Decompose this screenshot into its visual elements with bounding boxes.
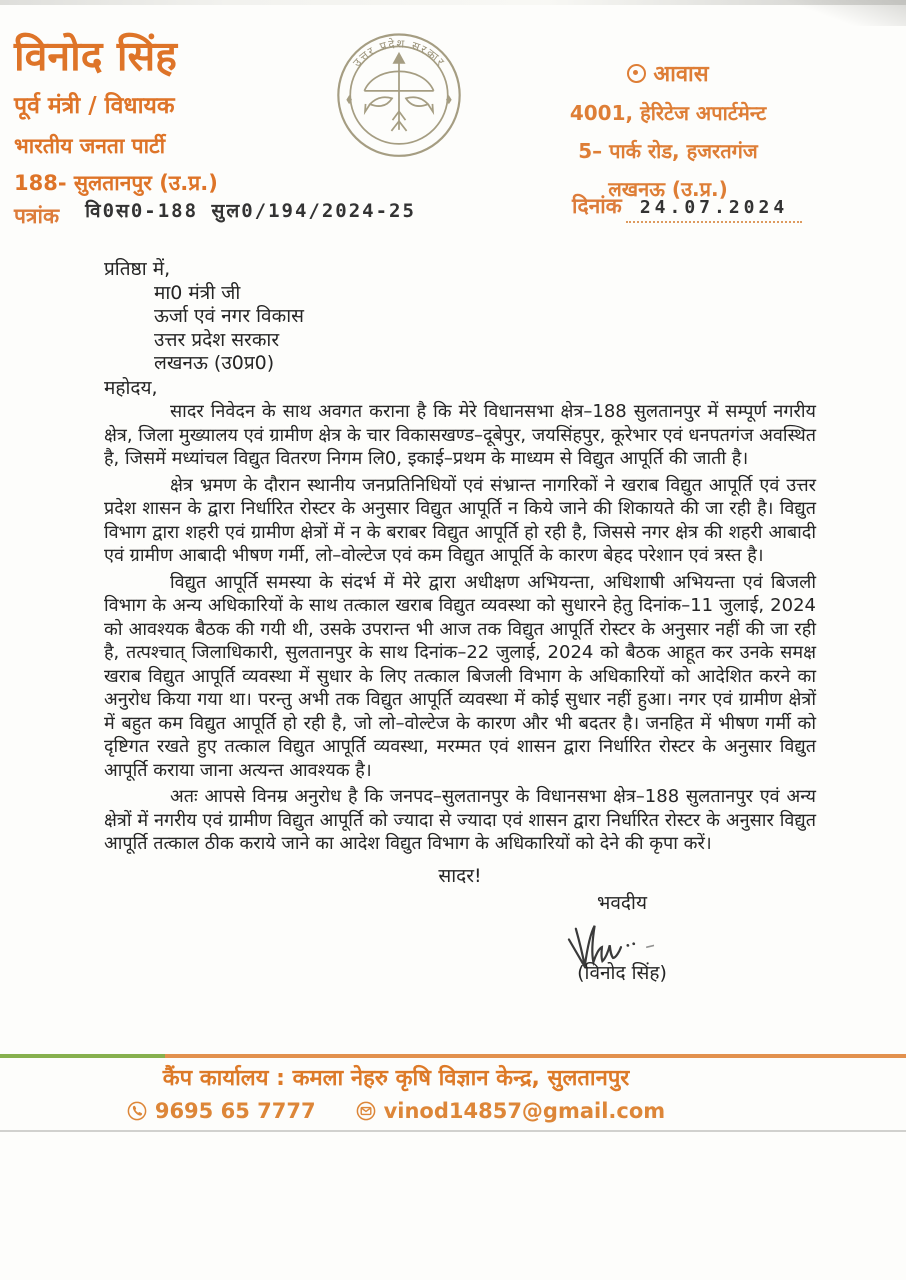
salutation: महोदय, [104,376,158,399]
reference-number: वि0स0-188 सुल0/194/2024-25 [85,200,416,222]
email-contact [356,1099,666,1123]
residence-address-line: 5– पार्क रोड, हजरतगंज [578,139,758,163]
letter-body [104,258,816,985]
footer-divider-rule [0,1054,906,1058]
phone-contact [127,1099,316,1123]
sender-constituency: 188- सुलतानपुर (उ.प्र.) [14,171,218,196]
residence-address-line: 4001, हेरिटेज अपार्टमेन्ट [569,101,767,125]
letterhead-right [553,58,783,202]
residence-address-line: लखनऊ (उ.प्र.) [608,177,728,201]
letterhead-left [14,34,218,197]
closing-block [512,892,732,985]
body-paragraph-2: क्षेत्र भ्रमण के दौरान स्थानीय जनप्रतिनिधियों एवं संभ्रान्त नागरिकों ने खराब विद्युत आपूर्ति एवं उत्तर प्रदेश शासन के द्वारा निर्धारित रोस्टर के अनुसार विद्युत आपूर्ति न किये जाने की शिकायते की जा रही है। विद्युत विभाग द्वारा शहरी एवं ग्रामीण क्षेत्रों में न के बराबर विद्युत आपूर्ति हो रही है, जिससे नगर क्षेत्र की शहरी आबादी एवं ग्रामीण आबादी भीषण गर्मी, लो–वोल्टेज एवं कम विद्युत आपूर्ति के कारण बेहद परेशान एवं त्रस्त है। [104,474,816,566]
reference-row [14,196,416,228]
emblem-text: उत्तर प्रदेश सरकार [349,36,449,70]
scan-bottom-rule [0,1130,906,1132]
signatory-name: (विनोद सिंह) [577,961,667,984]
footer [0,1062,792,1123]
recipient-heading: प्रतिष्ठा में, [104,258,171,280]
recipient-line: उत्तर प्रदेश सरकार [154,328,280,351]
sender-designation: पूर्व मंत्री / विधायक [14,93,175,120]
residence-label-row [553,58,783,88]
complimentary-close: भवदीय [597,892,647,914]
residence-label: आवास [653,62,709,87]
email-icon [356,1101,376,1121]
location-pin-icon [627,64,646,83]
regards-line: सादर! [438,864,482,887]
email-address: vinod14857@gmail.com [383,1099,666,1123]
phone-icon [127,1101,147,1121]
sender-party: भारतीय जनता पार्टी [14,134,166,159]
date-label: दिनांक [572,194,622,218]
body-paragraph-1: सादर निवेदन के साथ अवगत कराना है कि मेरे विधानसभा क्षेत्र–188 सुलतानपुर में सम्पूर्ण नगरीय क्षेत्र, जिला मुख्यालय एवं ग्रामीण क्षेत्र के चार विकासखण्ड–दूबेपुर, जयसिंहपुर, कूरेभार एवं धनपतगंज अवस्थित है, जिसमें मध्यांचल विद्युत वितरण निगम लि0, इकाई–प्रथम के माध्यम से विद्युत आपूर्ति की जाती है। [104,401,816,469]
scan-edge-artifact [0,0,906,5]
recipient-line: मा0 मंत्री जी [154,281,241,304]
recipient-line: लखनऊ (उ0प्र0) [154,352,275,374]
sender-name: विनोद सिंह [14,32,177,80]
reference-label: पत्रांक [14,204,60,228]
body-paragraph-3: विद्युत आपूर्ति समस्या के संदर्भ में मेरे द्वारा अधीक्षण अभियन्ता, अधिशाषी अभियन्ता एवं बिजली विभाग के अन्य अधिकारियों के साथ तत्काल खराब विद्युत व्यवस्था को सुधारने हेतु दिनांक–11 जुलाई, 2024 को आवश्यक बैठक की गयी थी, उसके उपरान्त भी आज तक विद्युत आपूर्ति रोस्टर के अनुसार नहीं की जा रही है, तत्पश्चात् जिलाधिकारी, सुलतानपुर के साथ दिनांक–22 जुलाई, 2024 को बैठक आहूत कर उनके समक्ष खराब विद्युत आपूर्ति व्यवस्था में सुधार के लिए तत्काल बिजली विभाग के अधिकारियों को आदेशित करने का अनुरोध किया गया था। परन्तु अभी तक विद्युत आपूर्ति व्यवस्था में कोई सुधार नहीं हुआ। नगर एवं ग्रामीण क्षेत्रों में बहुत कम विद्युत आपूर्ति हो रही है, जो लो–वोल्टेज के कारण और भी बदतर है। जनहित में भीषण गर्मी को दृष्टिगत रखते हुए तत्काल विद्युत आपूर्ति व्यवस्था, मरम्मत एवं शासन द्वारा निर्धारित रोस्टर के अनुसार विद्युत आपूर्ति कराया जाना अत्यन्त आवश्यक है। [104,571,816,781]
phone-number: 9695 65 7777 [154,1099,316,1123]
date-row [572,192,802,223]
recipient-line: ऊर्जा एवं नगर विकास [154,305,304,327]
recipient-address [154,282,816,376]
date-value: 24.07.2024 [626,197,802,223]
footer-contacts [0,1099,792,1123]
camp-office-address: कैंप कार्यालय : कमला नेहरु कृषि विज्ञान केन्द्र, सुलतानपुर [162,1066,630,1091]
body-paragraph-4: अतः आपसे विनम्र अनुरोध है कि जनपद–सुलतानपुर के विधानसभा क्षेत्र–188 सुलतानपुर एवं अन्य क्षेत्रों में नगरीय एवं ग्रामीण विद्युत आपूर्ति को ज्यादा से ज्यादा एवं शासन द्वारा निर्धारित रोस्टर के अनुसार विद्युत आपूर्ति तत्काल ठीक कराये जाने का आदेश विद्युत विभाग के अधिकारियों को देने की कृपा करें। [104,786,816,854]
up-government-emblem-icon [334,28,464,158]
scan-corner-artifact [786,0,906,26]
